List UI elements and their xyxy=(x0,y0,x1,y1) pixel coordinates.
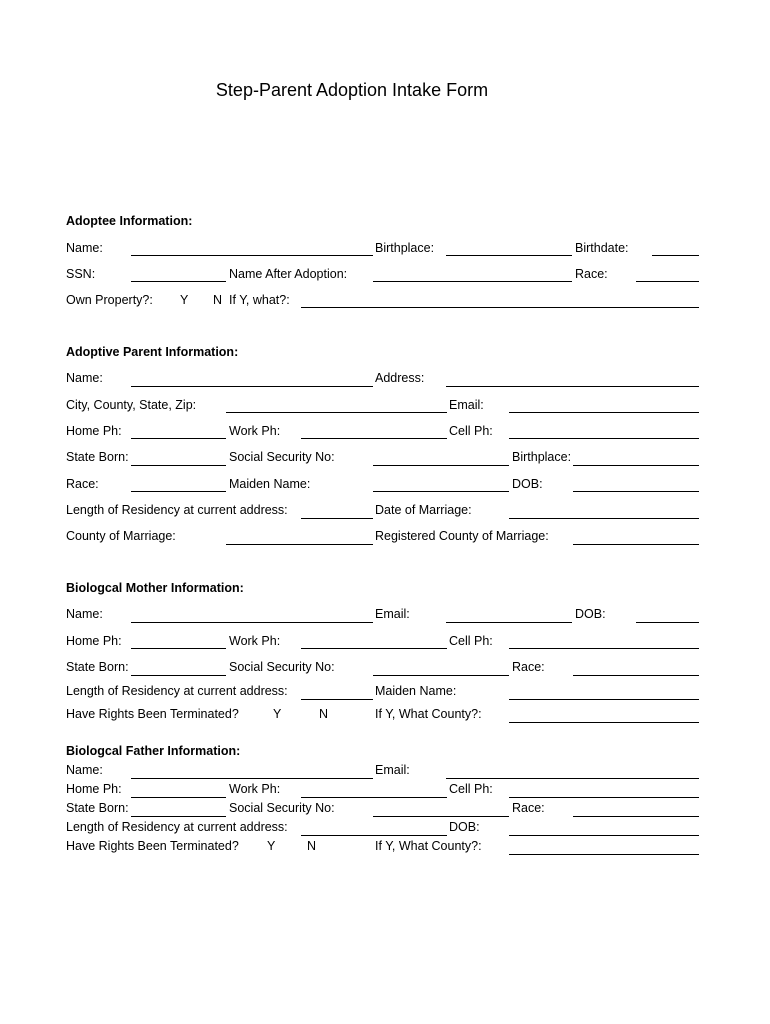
father-work-ph-field[interactable] xyxy=(301,797,447,798)
field-label: Email: xyxy=(375,763,410,777)
parent-address-field[interactable] xyxy=(446,386,699,387)
parent-registered-county-field[interactable] xyxy=(573,544,699,545)
field-label: Date of Marriage: xyxy=(375,503,472,517)
field-label: Name: xyxy=(66,763,103,777)
no-option[interactable]: N xyxy=(319,707,329,721)
adoptee-birthdate-field[interactable] xyxy=(652,255,699,256)
field-label: DOB: xyxy=(512,477,543,491)
field-label: DOB: xyxy=(449,820,480,834)
yes-option[interactable]: Y xyxy=(273,707,282,721)
field-label: Own Property?: xyxy=(66,293,153,307)
mother-work-ph-field[interactable] xyxy=(301,648,447,649)
field-label: Social Security No: xyxy=(229,801,335,815)
field-label: Name: xyxy=(66,371,103,385)
field-label: Length of Residency at current address: xyxy=(66,503,288,517)
field-label: Have Rights Been Terminated? xyxy=(66,839,239,853)
section-heading: Biologcal Father Information: xyxy=(66,744,241,758)
field-label: Birthdate: xyxy=(575,241,629,255)
father-residency-field[interactable] xyxy=(301,835,447,836)
field-label: Name: xyxy=(66,607,103,621)
father-dob-field[interactable] xyxy=(509,835,699,836)
field-label: Birthplace: xyxy=(512,450,572,464)
yes-option[interactable]: Y xyxy=(267,839,276,853)
parent-cell-ph-field[interactable] xyxy=(509,438,699,439)
field-label: Name: xyxy=(66,241,103,255)
field-label: Social Security No: xyxy=(229,660,335,674)
field-label: Work Ph: xyxy=(229,782,281,796)
field-label: State Born: xyxy=(66,450,129,464)
field-label: Race: xyxy=(66,477,99,491)
mother-maiden-name-field[interactable] xyxy=(509,699,699,700)
parent-dob-field[interactable] xyxy=(573,491,699,492)
mother-name-field[interactable] xyxy=(131,622,373,623)
adoptee-name-field[interactable] xyxy=(131,255,373,256)
parent-work-ph-field[interactable] xyxy=(301,438,447,439)
father-home-ph-field[interactable] xyxy=(131,797,226,798)
adoptee-ssn-field[interactable] xyxy=(131,281,226,282)
field-label: Work Ph: xyxy=(229,424,281,438)
parent-name-field[interactable] xyxy=(131,386,373,387)
father-cell-ph-field[interactable] xyxy=(509,797,699,798)
field-label: DOB: xyxy=(575,607,606,621)
field-label: If Y, what?: xyxy=(229,293,290,307)
mother-race-field[interactable] xyxy=(573,675,699,676)
yes-option[interactable]: Y xyxy=(180,293,189,307)
mother-dob-field[interactable] xyxy=(636,622,699,623)
field-label: Race: xyxy=(575,267,608,281)
field-label: County of Marriage: xyxy=(66,529,176,543)
parent-county-of-marriage-field[interactable] xyxy=(226,544,373,545)
field-label: Cell Ph: xyxy=(449,782,493,796)
page-title: Step-Parent Adoption Intake Form xyxy=(215,80,489,100)
section-heading: Biologcal Mother Information: xyxy=(66,581,244,595)
father-race-field[interactable] xyxy=(573,816,699,817)
adoptee-birthplace-field[interactable] xyxy=(446,255,572,256)
field-label: Cell Ph: xyxy=(449,634,493,648)
no-option[interactable]: N xyxy=(307,839,317,853)
mother-cell-ph-field[interactable] xyxy=(509,648,699,649)
field-label: Length of Residency at current address: xyxy=(66,820,288,834)
parent-birthplace-field[interactable] xyxy=(573,465,699,466)
field-label: Name After Adoption: xyxy=(229,267,348,281)
field-label: Home Ph: xyxy=(66,634,122,648)
field-label: Maiden Name: xyxy=(229,477,311,491)
field-label: Work Ph: xyxy=(229,634,281,648)
father-email-field[interactable] xyxy=(446,778,699,779)
mother-state-born-field[interactable] xyxy=(131,675,226,676)
field-label: Have Rights Been Terminated? xyxy=(66,707,239,721)
mother-home-ph-field[interactable] xyxy=(131,648,226,649)
field-label: Race: xyxy=(512,660,545,674)
field-label: Email: xyxy=(449,398,484,412)
mother-ssn-field[interactable] xyxy=(373,675,509,676)
adoptee-property-field[interactable] xyxy=(301,307,699,308)
parent-ssn-field[interactable] xyxy=(373,465,509,466)
field-label: Home Ph: xyxy=(66,782,122,796)
field-label: State Born: xyxy=(66,801,129,815)
parent-state-born-field[interactable] xyxy=(131,465,226,466)
field-label: City, County, State, Zip: xyxy=(66,398,197,412)
mother-email-field[interactable] xyxy=(446,622,572,623)
field-label: Email: xyxy=(375,607,410,621)
adoptee-name-after-adoption-field[interactable] xyxy=(373,281,572,282)
mother-terminated-county-field[interactable] xyxy=(509,722,699,723)
field-label: Home Ph: xyxy=(66,424,122,438)
field-label: Race: xyxy=(512,801,545,815)
father-name-field[interactable] xyxy=(131,778,373,779)
father-state-born-field[interactable] xyxy=(131,816,226,817)
field-label: State Born: xyxy=(66,660,129,674)
field-label: Length of Residency at current address: xyxy=(66,684,288,698)
field-label: Registered County of Marriage: xyxy=(375,529,549,543)
no-option[interactable]: N xyxy=(213,293,223,307)
parent-date-of-marriage-field[interactable] xyxy=(509,518,699,519)
field-label: Social Security No: xyxy=(229,450,335,464)
father-ssn-field[interactable] xyxy=(373,816,509,817)
parent-maiden-name-field[interactable] xyxy=(373,491,509,492)
parent-home-ph-field[interactable] xyxy=(131,438,226,439)
parent-race-field[interactable] xyxy=(131,491,226,492)
mother-residency-field[interactable] xyxy=(301,699,373,700)
field-label: Address: xyxy=(375,371,425,385)
field-label: If Y, What County?: xyxy=(375,839,482,853)
section-heading: Adoptee Information: xyxy=(66,214,193,228)
field-label: Birthplace: xyxy=(375,241,435,255)
father-terminated-county-field[interactable] xyxy=(509,854,699,855)
section-heading: Adoptive Parent Information: xyxy=(66,345,239,359)
field-label: Cell Ph: xyxy=(449,424,493,438)
field-label: Maiden Name: xyxy=(375,684,457,698)
field-label: If Y, What County?: xyxy=(375,707,482,721)
parent-city-field[interactable] xyxy=(226,412,447,413)
adoptee-race-field[interactable] xyxy=(636,281,699,282)
parent-email-field[interactable] xyxy=(509,412,699,413)
parent-residency-field[interactable] xyxy=(301,518,373,519)
field-label: SSN: xyxy=(66,267,96,281)
